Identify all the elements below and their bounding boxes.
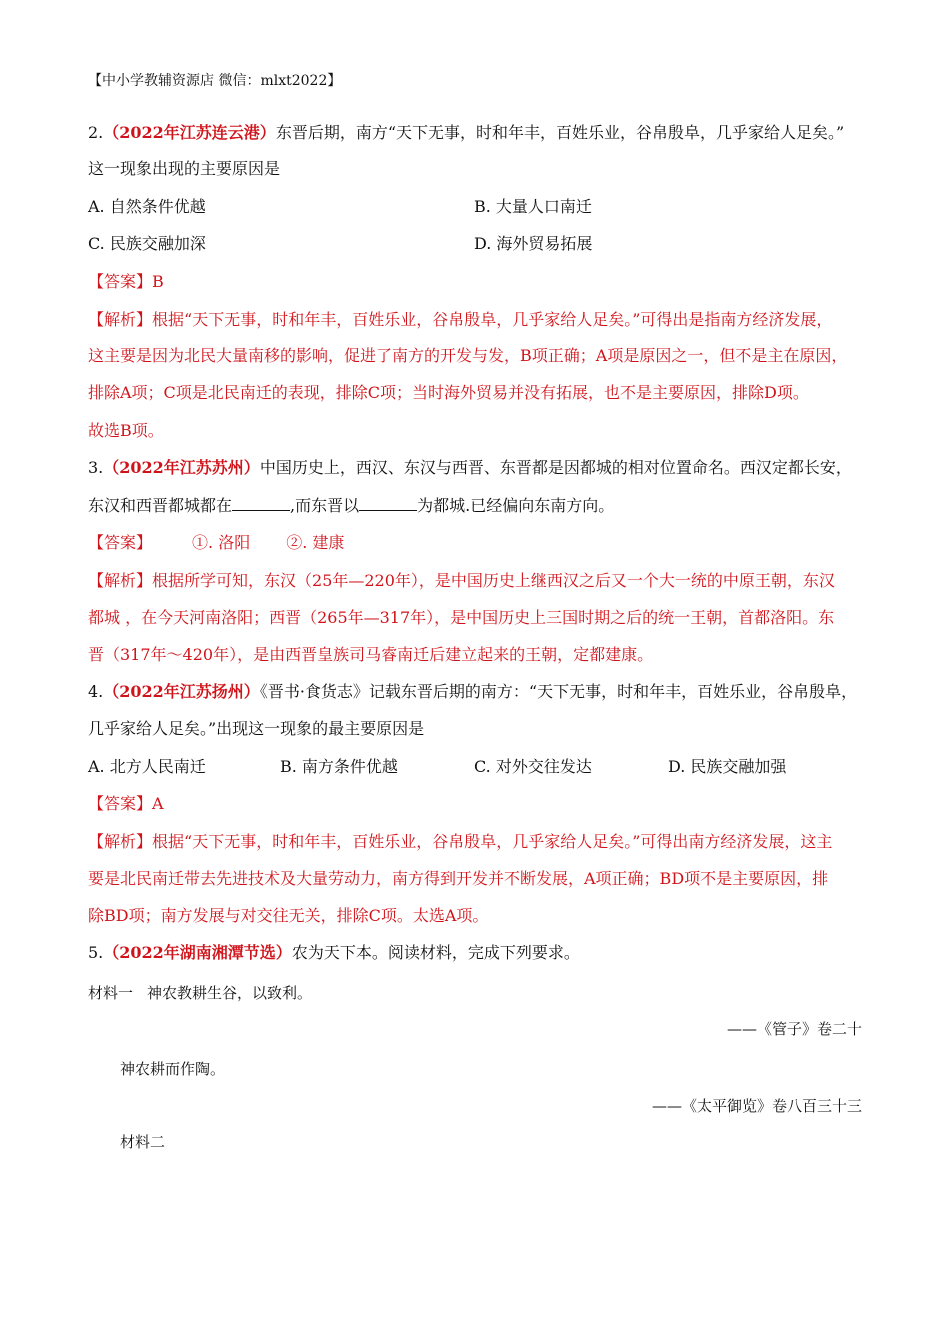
answer-label: 【答案】 <box>88 533 153 552</box>
answer <box>88 532 868 554</box>
question-source: （2022年江苏连云港） <box>103 123 276 142</box>
material-text: 神农教耕生谷，以致利。 <box>147 984 313 1002</box>
option-c: C. 对外交往发达 <box>474 757 592 776</box>
analysis-line <box>88 309 868 331</box>
material-2-label: 材料二 <box>120 1133 166 1151</box>
analysis-line: 要是北民南迁带去先进技术及大量劳动力，南方得到开发并不断发展，A项正确；BD项不是主要原因，排 <box>88 869 829 888</box>
option-c: C. 民族交融加深 <box>88 234 206 253</box>
answer: 【答案】A <box>88 794 164 813</box>
analysis-line: 晋（317年～420年），是由西晋皇族司马睿南迁后建立起来的王朝，定都建康。 <box>88 645 654 664</box>
analysis-label: 【解析】 <box>88 310 153 329</box>
analysis-line <box>88 831 868 853</box>
answer-item: ①. 洛阳 <box>192 533 251 552</box>
question-text: 《晋书·食货志》记载东晋后期的南方：“天下无事，时和年丰，百姓乐业，谷帛殷阜， <box>259 682 858 701</box>
material-source: ——《管子》卷二十 <box>726 1020 862 1038</box>
analysis-text: 根据“天下无事，时和年丰，百姓乐业，谷帛殷阜，几乎家给人足矣。”可得出是指南方经济发展， <box>152 310 833 329</box>
question-number: 4. <box>88 682 104 701</box>
analysis-line: 除BD项；南方发展与对交往无关，排除C项。太选A项。 <box>88 906 489 925</box>
question-3-stem-cont <box>88 494 868 517</box>
question-text: 为都城.已经偏向东南方向。 <box>417 496 615 515</box>
question-text: 农为天下本。阅读材料，完成下列要求。 <box>291 943 580 962</box>
analysis-label: 【解析】 <box>88 571 153 590</box>
fill-blank <box>359 494 417 511</box>
material-text: 神农耕而作陶。 <box>120 1060 226 1078</box>
material-1 <box>88 982 868 1004</box>
option-a: A. 北方人民南迁 <box>88 757 206 776</box>
analysis-line: 故选B项。 <box>88 421 164 440</box>
analysis-text: 根据所学可知，东汉（25年—220年），是中国历史上继西汉之后又一个大一统的中原王朝，东汉 <box>152 571 835 590</box>
question-number: 2. <box>88 123 104 142</box>
option-d: D. 海外贸易拓展 <box>474 234 593 253</box>
option-b: B. 南方条件优越 <box>280 757 398 776</box>
analysis-line <box>88 570 868 592</box>
page-header: 【中小学教辅资源店 微信：mlxt2022】 <box>88 73 342 89</box>
answer: 【答案】B <box>88 272 164 291</box>
question-text: 东汉和西晋都城都在 <box>88 496 233 515</box>
analysis-text: 根据“天下无事，时和年丰，百姓乐业，谷帛殷阜，几乎家给人足矣。”可得出南方经济发展，这主 <box>152 832 833 851</box>
question-text: ,而东晋以 <box>290 496 360 515</box>
question-2-stem-cont: 这一现象出现的主要原因是 <box>88 159 281 178</box>
question-source: （2022年江苏苏州） <box>103 458 260 477</box>
analysis-label: 【解析】 <box>88 832 153 851</box>
option-d: D. 民族交融加强 <box>668 757 787 776</box>
question-text: 东晋后期，南方“天下无事，时和年丰，百姓乐业，谷帛殷阜，几乎家给人足矣。” <box>275 123 845 142</box>
fill-blank <box>232 494 290 511</box>
option-b: B. 大量人口南迁 <box>474 197 592 216</box>
question-4-stem <box>88 681 868 703</box>
question-number: 5. <box>88 943 104 962</box>
question-source: （2022年湖南湘潭节选） <box>103 943 292 962</box>
analysis-line: 这主要是因为北民大量南移的影响，促进了南方的开发与发，B项正确；A项是原因之一，但不是主在原因， <box>88 346 848 365</box>
question-3-stem <box>88 457 868 479</box>
material-source: ——《太平御览》卷八百三十三 <box>651 1097 862 1115</box>
question-4-stem-cont: 几乎家给人足矣。”出现这一现象的最主要原因是 <box>88 719 425 738</box>
question-number: 3. <box>88 458 104 477</box>
question-source: （2022年江苏扬州） <box>103 682 260 701</box>
material-label: 材料一 <box>88 984 134 1002</box>
answer-item: ②. 建康 <box>286 533 345 552</box>
question-2-stem <box>88 122 868 144</box>
question-5-stem <box>88 942 868 964</box>
option-a: A. 自然条件优越 <box>88 197 206 216</box>
analysis-line: 排除A项；C项是北民南迁的表现，排除C项；当时海外贸易并没有拓展，也不是主要原因，排除D项。 <box>88 383 809 402</box>
question-text: 中国历史上，西汉、东汉与西晋、东晋都是因都城的相对位置命名。西汉定都长安， <box>259 458 852 477</box>
analysis-line: 都城 ，在今天河南洛阳；西晋（265年—317年），是中国历史上三国时期之后的统一王朝，首都洛阳。东 <box>88 608 835 627</box>
